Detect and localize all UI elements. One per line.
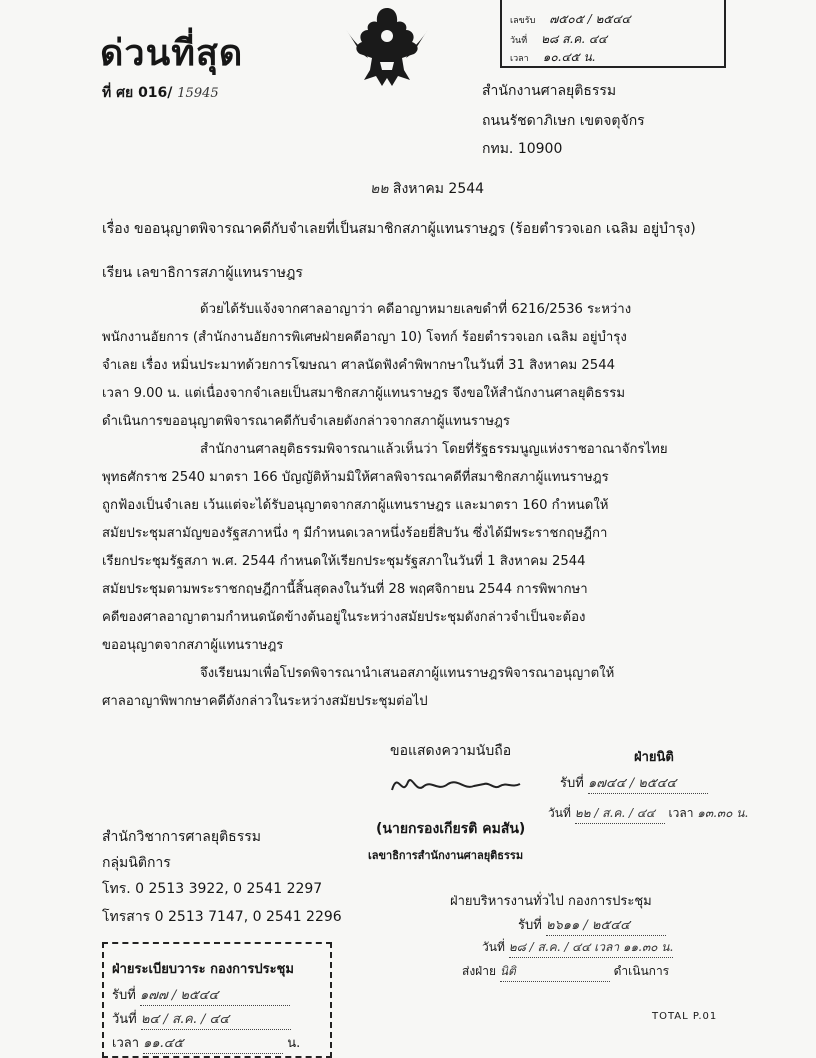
closing: ขอแสดงความนับถือ [390, 743, 512, 759]
footer-office: สำนักวิชาการศาลยุติธรรม [102, 829, 261, 845]
body-line: ขออนุญาตจากสภาผู้แทนราษฎร [102, 638, 284, 653]
signature [388, 764, 528, 804]
body-line: ดำเนินการขออนุญาตพิจารณาคดีกับจำเลยดังกล่าวจากสภาผู้แทนราษฎร [102, 414, 510, 429]
body-line: ถูกฟ้องเป็นจำเลย เว้นแต่จะได้รับอนุญาตจากสภาผู้แทนราษฎร และมาตรา 160 กำหนดให้ [102, 498, 609, 513]
body-line: สมัยประชุมสามัญของรัฐสภาหนึ่ง ๆ มีกำหนดเวลาหนึ่งร้อยยี่สิบวัน ซึ่งได้มีพระราชกฤษฎีกา [102, 526, 608, 541]
legal-stamp-title: ฝ่ายนิติ [634, 750, 674, 765]
document-number [102, 82, 219, 104]
fax-page-mark: TOTAL P.01 [652, 1011, 718, 1022]
date-day-handwritten: ๒๒ [370, 181, 389, 197]
body-line: ด้วยได้รับแจ้งจากศาลอาญาว่า คดีอาญาหมายเลขดำที่ 6216/2536 ระหว่าง [200, 302, 632, 317]
meeting-stamp-receive: รับที่ ๒๖๑๑ / ๒๕๔๔ [518, 914, 666, 936]
meeting-stamp-send: ส่งฝ่าย นิติ ดำเนินการ [462, 962, 669, 982]
registry-stamp [102, 942, 332, 1058]
body-line: สำนักงานศาลยุติธรรมพิจารณาแล้วเห็นว่า โดยที่รัฐธรรมนูญแห่งราชอาณาจักรไทย [200, 442, 668, 457]
legal-stamp-date: วันที่ ๒๒ / ส.ค. / ๔๔ เวลา ๑๓.๓๐ น. [548, 804, 748, 824]
meeting-stamp-title: ฝ่ายบริหารงานทั่วไป กองการประชุม [450, 894, 652, 909]
body-line: จึงเรียนมาเพื่อโปรดพิจารณานำเสนอสภาผู้แทนราษฎรพิจารณาอนุญาตให้ [200, 666, 615, 681]
stamp-row: เลขรับ ๗๕๐๕ / ๒๕๔๔ [510, 12, 631, 26]
footer-tel: โทร. 0 2513 3922, 0 2541 2297 [102, 881, 323, 897]
body-line: ศาลอาญาพิพากษาคดีดังกล่าวในระหว่างสมัยประชุมต่อไป [102, 694, 428, 709]
document-number-prefix: ที่ ศย 016/ [102, 85, 173, 101]
footer-fax: โทรสาร 0 2513 7147, 0 2541 2296 [102, 909, 342, 925]
body-line: สมัยประชุมตามพระราชกฤษฎีกานี้สิ้นสุดลงในวันที่ 28 พฤศจิกายน 2544 การพิพากษา [102, 582, 588, 597]
subject-line: เรื่อง ขออนุญาตพิจารณาคดีกับจำเลยที่เป็นสมาชิกสภาผู้แทนราษฎร (ร้อยตำรวจเอก เฉลิม อยู่บำรุง) [102, 221, 696, 237]
body-line: คดีของศาลอาญาตามกำหนดนัดข้างต้นอยู่ในระหว่างสมัยประชุมดังกล่าวจำเป็นจะต้อง [102, 610, 586, 625]
receiving-stamp [500, 0, 726, 68]
signatory-name: (นายกรองเกียรติ คมสัน) [376, 821, 526, 837]
registry-stamp-date: วันที่ ๒๔ / ส.ค. / ๔๔ [112, 1008, 291, 1030]
signatory-title: เลขาธิการสำนักงานศาลยุติธรรม [368, 849, 524, 862]
legal-stamp-receive: รับที่ ๑๗๔๔ / ๒๕๔๔ [560, 772, 708, 794]
registry-stamp-time: เวลา ๑๑.๔๕ น. [112, 1032, 300, 1054]
body-line: เรียกประชุมรัฐสภา พ.ศ. 2544 กำหนดให้เรียกประชุมรัฐสภาในวันที่ 1 สิงหาคม 2544 [102, 554, 586, 569]
letter-date [370, 178, 484, 200]
registry-stamp-receive: รับที่ ๑๗๗ / ๒๕๔๔ [112, 984, 290, 1006]
body-line: พนักงานอัยการ (สำนักงานอัยการพิเศษฝ่ายคดีอาญา 10) โจทก์ ร้อยตำรวจเอก เฉลิม อยู่บำรุง [102, 330, 627, 345]
body-line: พุทธศักราช 2540 มาตรา 166 บัญญัติห้ามมิให้ศาลพิจารณาคดีที่สมาชิกสภาผู้แทนราษฎร [102, 470, 609, 485]
urgent-heading: ด่วนที่สุด [100, 33, 244, 74]
registry-stamp-title: ฝ่ายระเบียบวาระ กองการประชุม [112, 962, 294, 977]
date-month-year: สิงหาคม 2544 [392, 181, 485, 197]
garuda-emblem-icon [342, 0, 432, 92]
address-line: ถนนรัชดาภิเษก เขตจตุจักร [482, 113, 645, 129]
body-line: เวลา 9.00 น. แต่เนื่องจากจำเลยเป็นสมาชิกสภาผู้แทนราษฎร จึงขอให้สำนักงานศาลยุติธรรม [102, 386, 626, 401]
recipient-line: เรียน เลขาธิการสภาผู้แทนราษฎร [102, 265, 303, 281]
address-line: สำนักงานศาลยุติธรรม [482, 83, 617, 99]
document-number-handwritten: 15945 [177, 86, 219, 101]
stamp-row: เวลา ๑๐.๔๕ น. [510, 50, 596, 64]
stamp-row: วันที่ ๒๘ ส.ค. ๔๔ [510, 32, 608, 46]
address-line: กทม. 10900 [482, 141, 563, 157]
footer-group: กลุ่มนิติการ [102, 855, 171, 871]
svg-text:ลายมือชื่อ: ลายมือชื่อ [388, 764, 393, 765]
meeting-stamp-date: วันที่ ๒๘ / ส.ค. / ๔๔ เวลา ๑๑.๓๐ น. [482, 938, 673, 958]
body-line: จำเลย เรื่อง หมิ่นประมาทด้วยการโฆษณา ศาลนัดฟังคำพิพากษาในวันที่ 31 สิงหาคม 2544 [102, 358, 615, 373]
